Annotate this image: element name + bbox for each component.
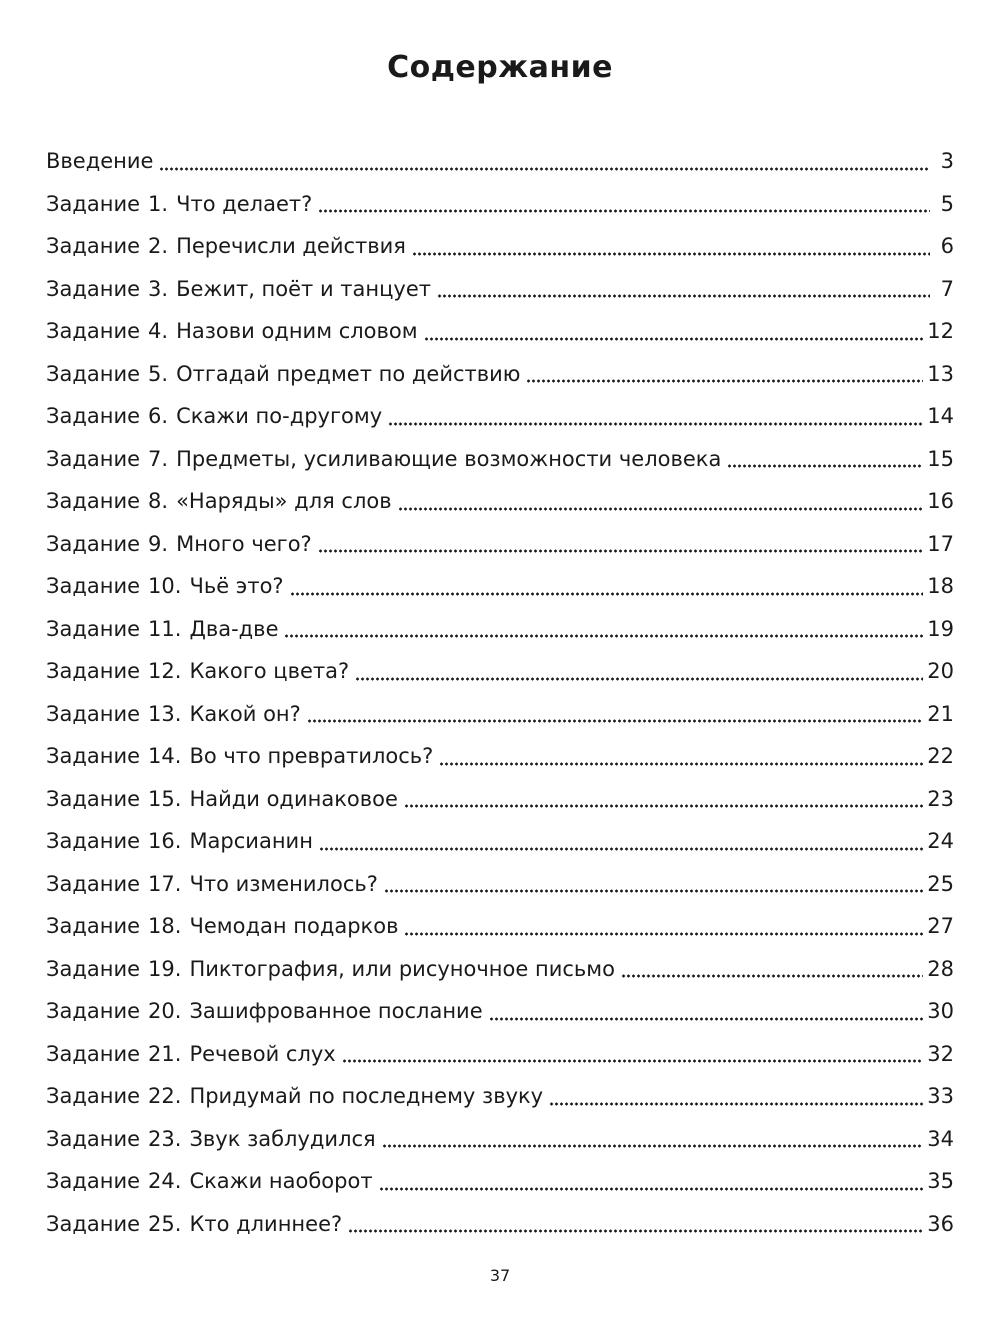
toc-entry (46, 1160, 954, 1203)
toc-entry-label (46, 353, 522, 396)
toc-entry-prefix: Задание (46, 1041, 141, 1066)
dot-leader (412, 252, 930, 256)
toc-entry-title: Найди одинаковое (189, 786, 398, 811)
toc-entry-label (46, 438, 723, 481)
toc-entry-number: 1. (148, 191, 169, 216)
toc-entry-label (46, 905, 400, 948)
toc-entry-prefix: Задание (46, 786, 141, 811)
page-title: Содержание (387, 50, 613, 85)
toc-entry-page: 25 (927, 871, 954, 896)
dot-leader (424, 337, 924, 341)
toc-entry-page: 32 (927, 1041, 954, 1066)
toc-entry-number: 15. (148, 786, 182, 811)
dot-leader (307, 719, 923, 723)
page-number: 37 (489, 1266, 511, 1285)
toc-entry-prefix: Задание (46, 616, 141, 641)
toc-entry-number: 6. (148, 404, 169, 428)
toc-entry-title: Чьё это? (189, 574, 284, 598)
toc-entry-prefix: Введение (46, 149, 154, 173)
toc-entry-prefix: Задание (46, 999, 141, 1023)
toc-entry-label (46, 1075, 545, 1118)
toc-entry (46, 905, 954, 948)
dot-leader (727, 464, 923, 468)
toc-entry (46, 183, 954, 226)
toc-entry-label (46, 268, 433, 311)
toc-entry-number: 24. (148, 1169, 182, 1193)
toc-entry-page: 13 (927, 361, 954, 386)
toc-entry (46, 820, 954, 863)
toc-entry-page: 15 (927, 446, 954, 471)
toc-entry-title: Перечисли действия (176, 234, 406, 258)
toc-entry-title: Пиктография, или рисуночное письмо (189, 956, 615, 981)
toc-entry-label (46, 140, 155, 183)
toc-entry-page: 23 (927, 786, 954, 811)
toc-entry-title: Предметы, усиливающие возможности человека (176, 446, 722, 471)
dot-leader (404, 804, 923, 808)
toc-entry-prefix: Задание (46, 276, 141, 301)
dot-leader (318, 209, 930, 213)
toc-entry-page: 12 (927, 319, 954, 343)
toc-entry-number: 23. (148, 1126, 182, 1151)
toc-entry-label (46, 1118, 378, 1161)
toc-entry-title: Марсианин (189, 829, 313, 853)
toc-entry-prefix: Задание (46, 871, 141, 896)
toc-entry (46, 1203, 954, 1246)
toc-entry-page: 21 (927, 701, 954, 726)
toc-entry-prefix: Задание (46, 1126, 141, 1151)
toc-entry-number: 7. (148, 446, 169, 471)
toc-entry-page: 35 (927, 1169, 954, 1193)
dot-leader (437, 294, 930, 298)
dot-leader (526, 379, 923, 383)
toc-entry-page: 5 (940, 191, 954, 216)
toc-entry-label (46, 523, 314, 566)
toc-entry-number: 2. (148, 234, 169, 258)
toc-entry-title: Какой он? (189, 701, 301, 726)
toc-entry-label (46, 310, 420, 353)
toc-entry (46, 650, 954, 693)
toc-entry-page: 36 (927, 1211, 954, 1236)
toc-entry-label (46, 948, 617, 991)
toc-entry-page: 33 (927, 1084, 954, 1108)
toc-entry-page: 3 (940, 149, 954, 173)
toc-entry (46, 1033, 954, 1076)
toc-entry (46, 778, 954, 821)
toc-entry-number: 10. (148, 574, 182, 598)
toc-entry-prefix: Задание (46, 574, 141, 598)
toc-entry-label (46, 480, 394, 523)
dot-leader (404, 932, 923, 936)
toc-entry-page: 24 (927, 829, 954, 853)
toc-entry (46, 480, 954, 523)
toc-entry-label (46, 225, 408, 268)
toc-entry (46, 863, 954, 906)
toc-entry-prefix: Задание (46, 659, 141, 683)
toc-entry-title: «Наряды» для слов (176, 489, 392, 513)
toc-entry-label (46, 693, 303, 736)
toc-entry (46, 608, 954, 651)
toc-entry-page: 28 (927, 956, 954, 981)
toc-entry-label (46, 863, 380, 906)
toc-entry-number: 25. (148, 1211, 182, 1236)
dot-leader (290, 592, 924, 596)
toc-entry (46, 268, 954, 311)
toc-entry-label (46, 1160, 375, 1203)
toc-entry-prefix: Задание (46, 489, 141, 513)
toc-entry-title: Назови одним словом (176, 319, 418, 343)
toc-entry-page: 19 (927, 616, 954, 641)
dot-leader (159, 167, 930, 171)
toc-entry-number: 19. (148, 956, 182, 981)
toc-entry (46, 990, 954, 1033)
dot-leader (398, 507, 924, 511)
toc-entry-number: 16. (148, 829, 182, 853)
toc-entry-label (46, 650, 351, 693)
toc-entry-label (46, 608, 280, 651)
toc-entry (46, 1118, 954, 1161)
toc-entry (46, 523, 954, 566)
dot-leader (379, 1187, 924, 1191)
dot-leader (355, 677, 923, 681)
toc-entry (46, 693, 954, 736)
toc-entry-prefix: Задание (46, 956, 141, 981)
toc-entry-number: 22. (148, 1084, 182, 1108)
toc-entry-number: 17. (148, 871, 182, 896)
toc-entry-title: Что изменилось? (189, 871, 378, 896)
toc-entry-prefix: Задание (46, 829, 141, 853)
toc-entry-title: Звук заблудился (189, 1126, 376, 1151)
toc-entry-number: 11. (148, 616, 182, 641)
toc-entry-page: 6 (940, 234, 954, 258)
toc-entry-label (46, 395, 384, 438)
toc-entry-prefix: Задание (46, 191, 141, 216)
toc-entry-page: 20 (927, 659, 954, 683)
toc-entry-page: 14 (927, 404, 954, 428)
toc-entry-title: Много чего? (176, 531, 312, 556)
dot-leader (621, 974, 923, 978)
toc-entry-prefix: Задание (46, 744, 141, 768)
toc-entry-prefix: Задание (46, 319, 141, 343)
toc-entry-prefix: Задание (46, 1084, 141, 1108)
toc-entry-title: Отгадай предмет по действию (176, 361, 521, 386)
toc-entry-prefix: Задание (46, 361, 141, 386)
toc-entry-label (46, 1203, 344, 1246)
toc-entry-prefix: Задание (46, 446, 141, 471)
toc-entry-label (46, 735, 435, 778)
dot-leader (439, 762, 923, 766)
toc-entry-title: Что делает? (176, 191, 313, 216)
table-of-contents (46, 140, 954, 1245)
toc-entry-page: 17 (927, 531, 954, 556)
dot-leader (382, 1144, 924, 1148)
toc-entry-page: 18 (927, 574, 954, 598)
dot-leader (318, 549, 924, 553)
toc-entry (46, 310, 954, 353)
dot-leader (489, 1017, 924, 1021)
dot-leader (342, 1059, 924, 1063)
toc-entry-label (46, 565, 286, 608)
toc-entry-number: 8. (148, 489, 169, 513)
toc-entry-label (46, 820, 315, 863)
toc-entry-title: Кто длиннее? (189, 1211, 343, 1236)
toc-entry-number: 21. (148, 1041, 182, 1066)
toc-entry-prefix: Задание (46, 531, 141, 556)
toc-entry-title: Два-две (189, 616, 279, 641)
toc-entry-title: Во что превратилось? (189, 744, 434, 768)
toc-entry-prefix: Задание (46, 1169, 141, 1193)
toc-entry-page: 34 (927, 1126, 954, 1151)
dot-leader (284, 634, 923, 638)
toc-entry-number: 20. (148, 999, 182, 1023)
toc-entry-page: 22 (927, 744, 954, 768)
toc-entry-number: 18. (148, 914, 182, 938)
toc-entry-number: 12. (148, 659, 182, 683)
toc-entry-number: 4. (148, 319, 169, 343)
toc-entry-prefix: Задание (46, 1211, 141, 1236)
toc-entry-label (46, 183, 314, 226)
toc-entry-number: 13. (148, 701, 182, 726)
toc-entry (46, 735, 954, 778)
toc-entry-title: Чемодан подарков (189, 914, 399, 938)
toc-entry-title: Придумай по последнему звуку (189, 1084, 544, 1108)
toc-entry-label (46, 778, 400, 821)
toc-entry-title: Скажи наоборот (189, 1169, 373, 1193)
toc-entry-prefix: Задание (46, 701, 141, 726)
toc-entry (46, 225, 954, 268)
toc-entry (46, 395, 954, 438)
toc-entry-title: Бежит, поёт и танцует (176, 276, 431, 301)
toc-entry-page: 16 (927, 489, 954, 513)
toc-entry-prefix: Задание (46, 404, 141, 428)
toc-entry-title: Речевой слух (189, 1041, 336, 1066)
dot-leader (549, 1102, 923, 1106)
dot-leader (384, 889, 923, 893)
toc-entry (46, 1075, 954, 1118)
toc-entry (46, 140, 954, 183)
toc-entry-number: 9. (148, 531, 169, 556)
toc-entry-prefix: Задание (46, 234, 141, 258)
toc-entry (46, 353, 954, 396)
dot-leader (348, 1229, 923, 1233)
dot-leader (388, 422, 923, 426)
toc-entry-page: 30 (927, 999, 954, 1023)
toc-entry (46, 438, 954, 481)
toc-entry-page: 27 (927, 914, 954, 938)
toc-entry-number: 5. (148, 361, 169, 386)
toc-entry-number: 14. (148, 744, 182, 768)
toc-entry-label (46, 990, 485, 1033)
toc-entry-page: 7 (940, 276, 954, 301)
toc-entry-number: 3. (148, 276, 169, 301)
toc-entry-title: Зашифрованное послание (189, 999, 483, 1023)
toc-entry-title: Скажи по-другому (176, 404, 383, 428)
toc-entry-title: Какого цвета? (189, 659, 350, 683)
dot-leader (319, 847, 923, 851)
toc-entry-prefix: Задание (46, 914, 141, 938)
toc-entry (46, 565, 954, 608)
toc-entry (46, 948, 954, 991)
toc-entry-label (46, 1033, 338, 1076)
